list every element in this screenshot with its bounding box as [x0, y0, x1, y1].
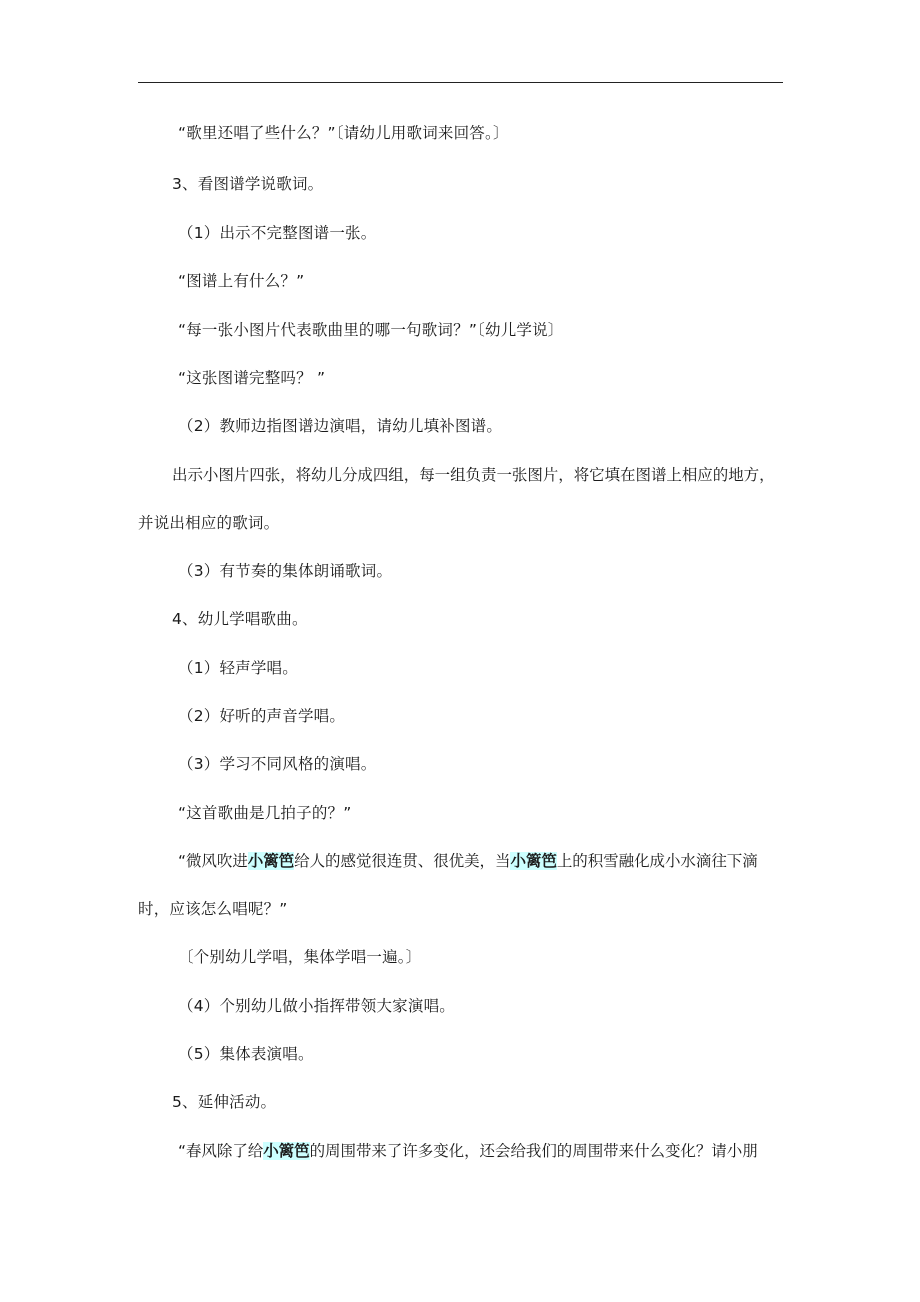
paragraph-line: “图谱上有什么？”: [178, 272, 305, 290]
paragraph-line: [0, 1140, 920, 1162]
highlighted-keyword: 小篱笆: [263, 1142, 310, 1160]
line-text: “微风吹进: [178, 852, 248, 870]
paragraph-line: （3）有节奏的集体朗诵歌词。: [178, 562, 393, 580]
highlighted-keyword: 小篱笆: [247, 852, 295, 870]
line-text: 的周围带来了许多变化，还会给我们的周围带来什么变化？请小朋: [309, 1142, 758, 1160]
paragraph-line: 并说出相应的歌词。: [138, 514, 280, 532]
paragraph-line: [0, 850, 920, 872]
paragraph-line: （1）出示不完整图谱一张。: [178, 224, 377, 242]
highlighted-keyword: 小篱笆: [510, 852, 557, 870]
header-divider: [138, 82, 783, 83]
paragraph-line: （4）个别幼儿做小指挥带领大家演唱。: [178, 997, 455, 1015]
paragraph-line: “每一张小图片代表歌曲里的哪一句歌词？”〔幼儿学说〕: [178, 321, 564, 339]
paragraph-line: 时，应该怎么唱呢？”: [138, 900, 288, 918]
paragraph-line: 〔个别幼儿学唱，集体学唱一遍。〕: [178, 948, 422, 966]
paragraph-line: “歌里还唱了些什么？”〔请幼儿用歌词来回答。〕: [178, 124, 509, 142]
line-text: 给人的感觉很连贯、很优美，当: [294, 852, 511, 870]
paragraph-line: “这张图谱完整吗？ ”: [178, 369, 326, 387]
paragraph-line: “这首歌曲是几拍子的？”: [178, 804, 352, 822]
line-text: “春风除了给: [178, 1142, 264, 1160]
paragraph-line: （2）教师边指图谱边演唱，请幼儿填补图谱。: [178, 417, 503, 435]
paragraph-line: （5）集体表演唱。: [178, 1045, 314, 1063]
section-heading: 5、延伸活动。: [172, 1093, 277, 1111]
line-text: 上的积雪融化成小水滴往下滴: [556, 852, 758, 870]
section-heading: 4、幼儿学唱歌曲。: [172, 610, 308, 628]
paragraph-line: （1）轻声学唱。: [178, 659, 298, 677]
paragraph-line: （3）学习不同风格的演唱。: [178, 755, 377, 773]
paragraph-line: 出示小图片四张，将幼儿分成四组，每一组负责一张图片，将它填在图谱上相应的地方，: [172, 466, 775, 484]
section-heading: 3、看图谱学说歌词。: [172, 175, 324, 193]
paragraph-line: （2）好听的声音学唱。: [178, 707, 346, 725]
